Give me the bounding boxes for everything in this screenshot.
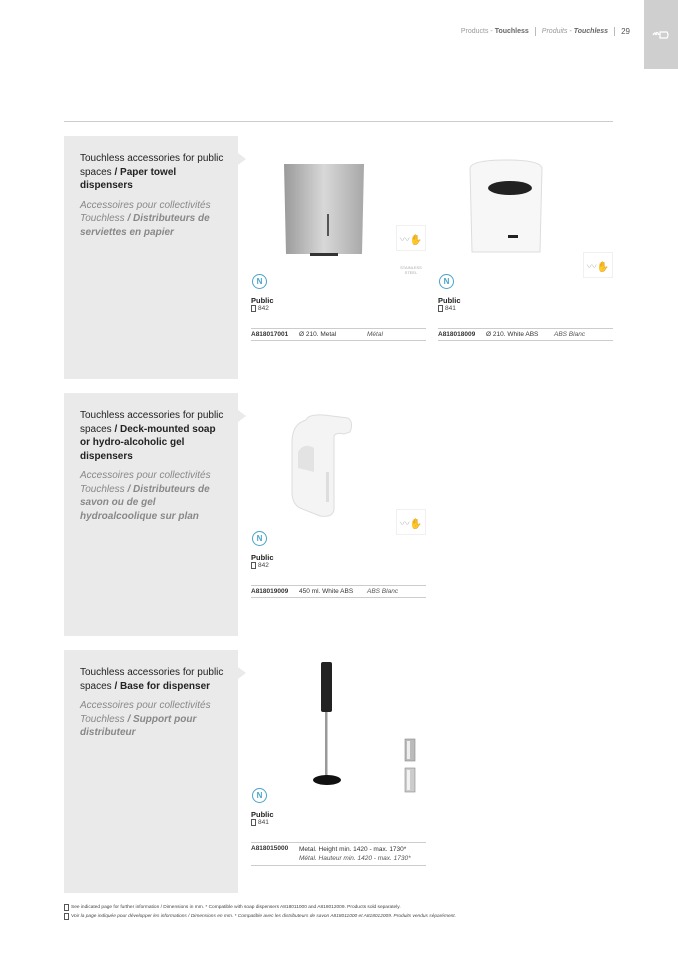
product-code: A818017001 [251,331,289,338]
product-image-soap-dispenser [284,412,356,520]
new-badge: N [252,788,267,803]
product-code: A818018009 [438,331,476,338]
product-description-fr: ABS Blanc [367,588,399,595]
product-code: A818015000 [251,845,289,852]
product-description: Ø 210. White ABS [486,331,539,338]
divider [535,27,536,36]
page-number: 29 [621,27,630,36]
document-icon [251,305,256,312]
document-icon [64,913,69,920]
category-title-en: Touchless accessories for public spaces / Paper towel dispensers [80,153,224,191]
document-icon [251,562,256,569]
product-reference-row [438,328,613,341]
section-tab [644,0,678,69]
breadcrumb-products: Products [460,28,489,35]
product-image-stand-detail [402,738,420,794]
footnote-fr: Voir la page indiquée pour développer les informations / Dimensions en mm. * Compatible avec les distributeurs de savon A818011000 et A818012009. Produits vendus séparément. [64,913,456,920]
category-panel-paper-towel [64,136,238,379]
product-description-fr: Métal. Hauteur min. 1420 - max. 1730* [299,855,411,862]
breadcrumb-produits: Produits [541,28,568,35]
category-title-en: Touchless accessories for public spaces / Base for dispenser [80,667,224,692]
product-description: 450 ml. White ABS [299,588,354,595]
product-image-steel-towel-dispenser [280,160,368,258]
category-panel-soap-dispensers [64,393,238,636]
product-description: Metal. Height min. 1420 - max. 1730* [299,846,407,853]
page-header [461,27,630,36]
page-ref: 841 [438,305,456,312]
new-badge: N [252,274,267,289]
product-description-fr: Métal [367,331,383,338]
page-ref: 841 [251,819,269,826]
product-reference-row [251,328,426,341]
product-label: Public [251,553,274,562]
touchless-hand-icon [651,29,671,41]
product-reference-row [251,842,426,866]
top-rule [64,121,613,122]
touchless-sensor-icon: 〰✋ [396,225,426,251]
product-label: Public [251,810,274,819]
stainless-steel-label: STAINLESS STEEL [400,265,422,275]
category-title-fr: Accessoires pour collectivités Touchless / Distributeurs de savon ou de gel hydroalcoolique sur plan [80,470,211,522]
category-panel-base [64,650,238,893]
touchless-sensor-icon: 〰✋ [583,252,613,278]
product-label: Public [438,296,461,305]
product-description-fr: ABS Blanc [554,331,586,338]
category-title-fr: Accessoires pour collectivités Touchless / Support pour distributeur [80,700,211,738]
document-icon [251,819,256,826]
new-badge: N [439,274,454,289]
breadcrumb-touchless-fr: Touchless [573,28,609,35]
product-label: Public [251,296,274,305]
page-ref: 842 [251,562,269,569]
category-title-en: Touchless accessories for public spaces / Deck-mounted soap or hydro-alcoholic gel dispensers [80,410,224,462]
product-code: A818019009 [251,588,289,595]
breadcrumb-separator-fr: - [567,28,574,35]
breadcrumb [461,28,529,35]
new-badge: N [252,531,267,546]
touchless-sensor-icon: 〰✋ [396,509,426,535]
breadcrumb-fr [542,28,608,35]
divider [614,27,615,36]
breadcrumb-touchless: Touchless [494,28,529,35]
breadcrumb-separator: - [488,28,495,35]
product-description: Ø 210. Metal [299,331,337,338]
product-image-dispenser-stand [310,660,346,790]
page-ref: 842 [251,305,269,312]
category-title-fr: Accessoires pour collectivités Touchless / Distributeurs de serviettes en papier [80,199,211,238]
product-reference-row [251,585,426,598]
document-icon [64,904,69,911]
product-image-white-towel-dispenser [462,158,550,258]
footnote-en: See indicated page for further information / Dimensions in mm. * Compatible with soap dispensers A818011000 and A818012009. Products sold separately. [64,904,401,911]
document-icon [438,305,443,312]
